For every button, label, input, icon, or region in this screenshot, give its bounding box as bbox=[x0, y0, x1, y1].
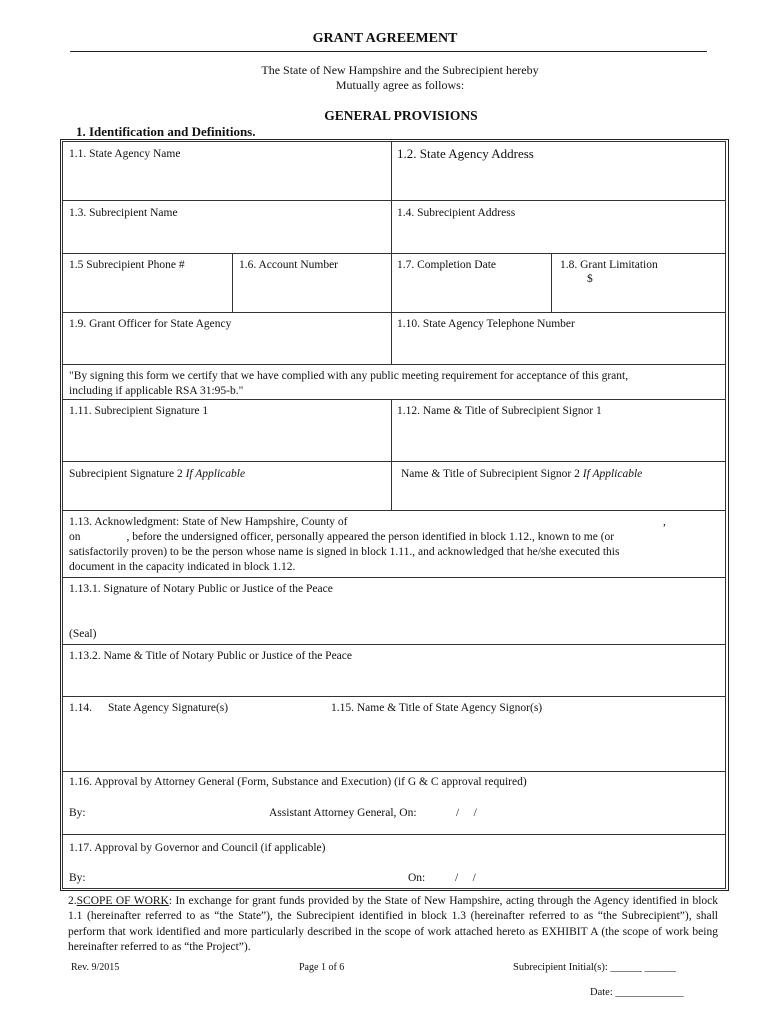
acknowledgment-comma: , bbox=[663, 516, 666, 528]
column-divider bbox=[391, 253, 392, 312]
label-subrecipient-phone: 1.5 Subrecipient Phone # bbox=[69, 259, 185, 271]
ag-approval-date: / / bbox=[456, 807, 477, 819]
document-title: GRANT AGREEMENT bbox=[312, 31, 458, 46]
row-divider bbox=[63, 312, 725, 313]
footer-page-number: Page 1 of 6 bbox=[299, 962, 345, 973]
row-divider bbox=[63, 253, 725, 254]
label-completion-date: 1.7. Completion Date bbox=[397, 259, 497, 271]
acknowledgment-line-3: satisfactorily proven) to be the person whose name is signed in block 1.11., and acknowledged that he/she executed this bbox=[69, 546, 620, 558]
label-subrecipient-signature-2 bbox=[69, 467, 245, 481]
sig2-if-applicable: If Applicable bbox=[185, 468, 246, 480]
row-divider bbox=[63, 834, 725, 835]
sig2-prefix: Subrecipient Signature 2 bbox=[69, 468, 186, 480]
label-attorney-general-approval: 1.16. Approval by Attorney General (Form, Substance and Execution) (if G & C approval required) bbox=[69, 776, 527, 788]
footer-date: Date: _____________ bbox=[590, 987, 684, 998]
row-divider bbox=[63, 577, 725, 578]
label-subrecipient-signor-2 bbox=[401, 467, 642, 481]
row-divider bbox=[63, 510, 725, 511]
row-divider bbox=[63, 399, 725, 400]
label-grant-officer: 1.9. Grant Officer for State Agency bbox=[69, 318, 232, 330]
label-gc-by: By: bbox=[69, 872, 86, 884]
intro-line-2: Mutually agree as follows: bbox=[335, 78, 465, 92]
scope-text: : In exchange for grant funds provided by the State of New Hampshire, acting through the Agency identified in block 1.1 (hereinafter referred to as “the State”), the Subrecipient identified in block 1.3 (hereinafter referred to as “the Subrecipient”), shall perform that work identified and more particularly described in the scope of work attached hereto as EXHIBIT A (the scope of work being hereinafter referred to as “the Project”). bbox=[68, 895, 718, 953]
acknowledgment-line-1: 1.13. Acknowledgment: State of New Hampshire, County of bbox=[69, 516, 348, 528]
general-provisions-heading: GENERAL PROVISIONS bbox=[324, 108, 478, 123]
certification-line-2: including if applicable RSA 31:95-b." bbox=[69, 385, 244, 397]
scope-of-work-paragraph bbox=[68, 894, 718, 955]
label-subrecipient-address: 1.4. Subrecipient Address bbox=[397, 207, 516, 219]
footer-revision: Rev. 9/2015 bbox=[71, 962, 120, 973]
label-state-agency-signature-number: 1.14. bbox=[69, 702, 92, 714]
label-seal: (Seal) bbox=[69, 628, 97, 640]
label-state-agency-name: 1.1. State Agency Name bbox=[69, 148, 181, 160]
row-divider bbox=[63, 461, 725, 462]
scope-heading: SCOPE OF WORK bbox=[76, 895, 169, 907]
title-divider bbox=[70, 51, 707, 52]
label-gc-on: On: bbox=[408, 872, 426, 884]
row-divider bbox=[63, 771, 725, 772]
label-governor-council-approval: 1.17. Approval by Governor and Council (if applicable) bbox=[69, 842, 326, 854]
footer-subrecipient-initials: Subrecipient Initial(s): ______ ______ bbox=[513, 962, 677, 973]
row-divider bbox=[63, 200, 725, 201]
column-divider bbox=[391, 461, 392, 510]
column-divider bbox=[551, 253, 552, 312]
label-grant-limitation: 1.8. Grant Limitation bbox=[560, 259, 658, 271]
label-subrecipient-name: 1.3. Subrecipient Name bbox=[69, 207, 178, 219]
section-1-heading: 1. Identification and Definitions. bbox=[76, 124, 256, 139]
column-divider bbox=[391, 399, 392, 461]
label-assistant-attorney-general: Assistant Attorney General, On: bbox=[269, 807, 417, 819]
label-ag-by: By: bbox=[69, 807, 86, 819]
name2-if-applicable: If Applicable bbox=[582, 468, 643, 480]
name2-prefix: Name & Title of Subrecipient Signor 2 bbox=[401, 468, 583, 480]
acknowledgment-line-2: on , before the undersigned officer, personally appeared the person identified in block 1.12., known to me (or bbox=[69, 531, 615, 543]
gc-approval-date: / / bbox=[455, 872, 476, 884]
label-account-number: 1.6. Account Number bbox=[239, 259, 339, 271]
label-state-agency-signor: 1.15. Name & Title of State Agency Signor(s) bbox=[331, 702, 543, 714]
label-state-agency-telephone: 1.10. State Agency Telephone Number bbox=[397, 318, 575, 330]
label-subrecipient-signature-1: 1.11. Subrecipient Signature 1 bbox=[69, 405, 209, 417]
column-divider bbox=[232, 253, 233, 312]
certification-line-1: "By signing this form we certify that we have complied with any public meeting requirement for acceptance of this grant, bbox=[69, 370, 629, 382]
acknowledgment-line-4: document in the capacity indicated in block 1.12. bbox=[69, 561, 296, 573]
row-divider bbox=[63, 696, 725, 697]
intro-text bbox=[0, 63, 770, 93]
row-divider bbox=[63, 644, 725, 645]
grant-limitation-currency: $ bbox=[587, 273, 593, 285]
column-divider bbox=[391, 200, 392, 253]
label-state-agency-signature: State Agency Signature(s) bbox=[108, 702, 229, 714]
label-state-agency-address: 1.2. State Agency Address bbox=[397, 146, 534, 161]
column-divider bbox=[391, 141, 392, 200]
intro-line-1: The State of New Hampshire and the Subrecipient hereby bbox=[261, 63, 539, 77]
label-notary-signature: 1.13.1. Signature of Notary Public or Justice of the Peace bbox=[69, 583, 333, 595]
label-subrecipient-signor-1: 1.12. Name & Title of Subrecipient Signor 1 bbox=[397, 405, 602, 417]
scope-number: 2. bbox=[68, 895, 77, 907]
row-divider bbox=[63, 364, 725, 365]
column-divider bbox=[391, 312, 392, 364]
label-notary-name-title: 1.13.2. Name & Title of Notary Public or Justice of the Peace bbox=[69, 650, 352, 662]
